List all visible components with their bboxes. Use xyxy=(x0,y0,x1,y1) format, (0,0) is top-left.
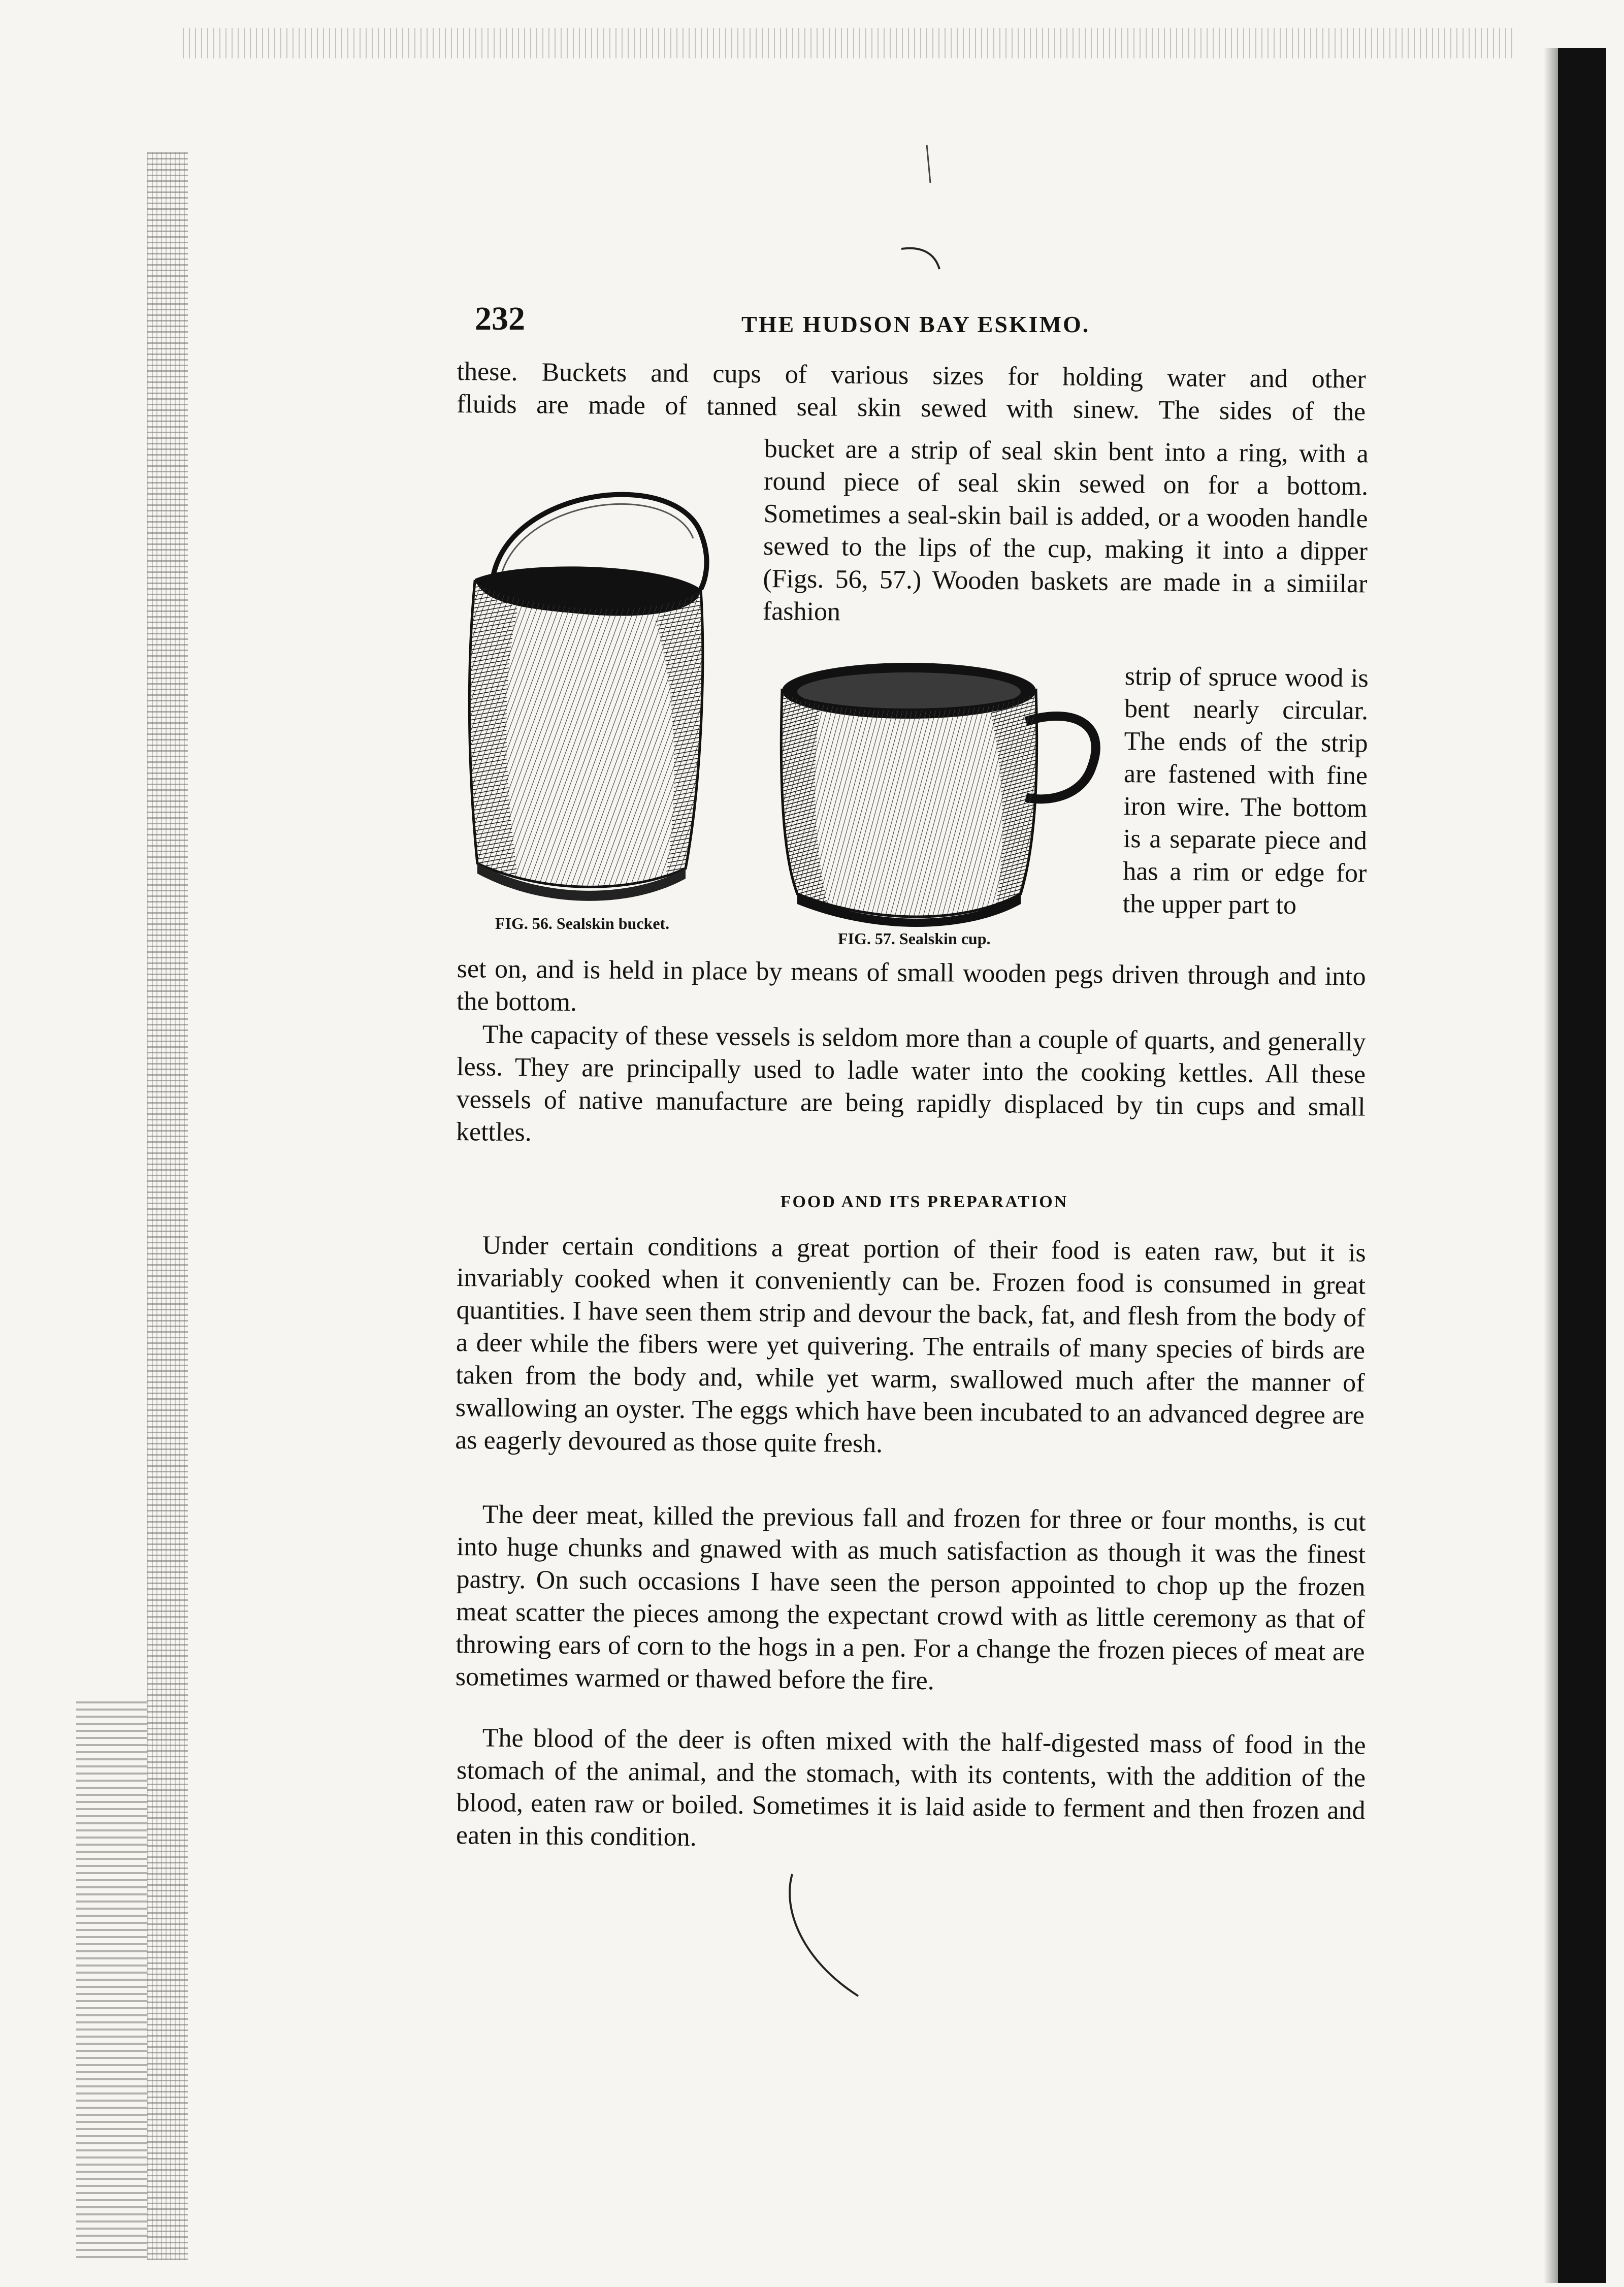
sealskin-bucket-illustration xyxy=(462,457,726,914)
page-number: 232 xyxy=(475,300,525,337)
wrap-text-right: bucket are a strip of seal skin bent into a ring, with a round piece of seal skin sewed on for a bottom. Sometimes a seal-skin bail is added, or a wooden handle sewed to the lips of the cup, making it into a dipper (Figs. 56, 57.) Wooden baskets are made in a simiilar fashion xyxy=(762,434,1369,627)
running-head: THE HUDSON BAY ESKIMO. xyxy=(741,311,1090,337)
scan-border-right xyxy=(1558,48,1606,2283)
sealskin-cup-illustration xyxy=(772,650,1107,935)
scan-noise-left xyxy=(147,152,188,2260)
section-heading: FOOD AND ITS PREPARATION xyxy=(780,1193,1068,1211)
intro-line-2: fluids are made of tanned seal skin sewed with sinew. The sides of the xyxy=(456,389,1366,427)
pen-mark-tick xyxy=(924,142,934,188)
page-header xyxy=(475,300,1389,345)
pen-mark xyxy=(782,1869,884,2001)
pen-mark-top xyxy=(899,244,945,274)
paragraph-blood: The blood of the deer is often mixed with the half-digested mass of food in the stomach of the animal, and the stomach, with its contents, with the addition of the blood, eaten raw or boiled. Sometimes it is laid aside to ferment and then frozen and eaten in this condition. xyxy=(456,1723,1366,1852)
intro-paragraph xyxy=(457,356,1366,429)
figure-sealskin-cup xyxy=(772,650,1107,935)
figure-sealskin-bucket xyxy=(462,457,726,914)
wrap-text-narrow: strip of spruce wood is bent nearly circular. The ends of the strip are fastened with fine iron wire. The bottom is a separate piece and has a rim or edge for the upper part to xyxy=(1122,661,1369,920)
figure-57-caption: FIG. 57. Sealskin cup. xyxy=(838,929,991,948)
scan-shadow-right xyxy=(1544,48,1558,2283)
paragraph-capacity: The capacity of these vessels is seldom more than a couple of quarts, and generally less. They are principally used to ladle water into the cooking kettles. All these vessels of native manufacture are being rapidly displaced by tin cups and small kettles. xyxy=(456,1020,1366,1147)
paragraph-deer-meat: The deer meat, killed the previous fall and frozen for three or four months, is cut into huge chunks and gnawed with as much satisfaction as though it was the finest pastry. On such occasions I have seen the person appointed to chop up the frozen meat scatter the pieces among the expectant crowd with as little ceremony as that of throwing ears of corn to the hogs in a pen. For a change the frozen pieces of meat are sometimes warmed or thawed before the fire. xyxy=(455,1500,1366,1696)
figure-56-caption: FIG. 56. Sealskin bucket. xyxy=(495,914,670,932)
paragraph-continuation: set on, and is held in place by means of small wooden pegs driven through and into the bottom. xyxy=(456,954,1366,1017)
scan-noise-left-lower xyxy=(76,1701,147,2260)
paragraph-food: Under certain conditions a great portion of their food is eaten raw, but it is invariably cooked when it conveniently can be. Frozen food is consumed in great quantities. I have seen them strip and devour the back, fat, and flesh from the body of a deer while the fibers were yet quivering. The entrails of many species of birds are taken from the body and, while yet warm, swallowed much after the manner of swallowing an oyster. The eggs which have been incubated to an advanced degree are as eagerly devoured as those quite fresh. xyxy=(455,1231,1366,1459)
scan-noise-top xyxy=(183,28,1513,58)
intro-line-1: these. Buckets and cups of various sizes for holding water and other xyxy=(457,357,1366,394)
